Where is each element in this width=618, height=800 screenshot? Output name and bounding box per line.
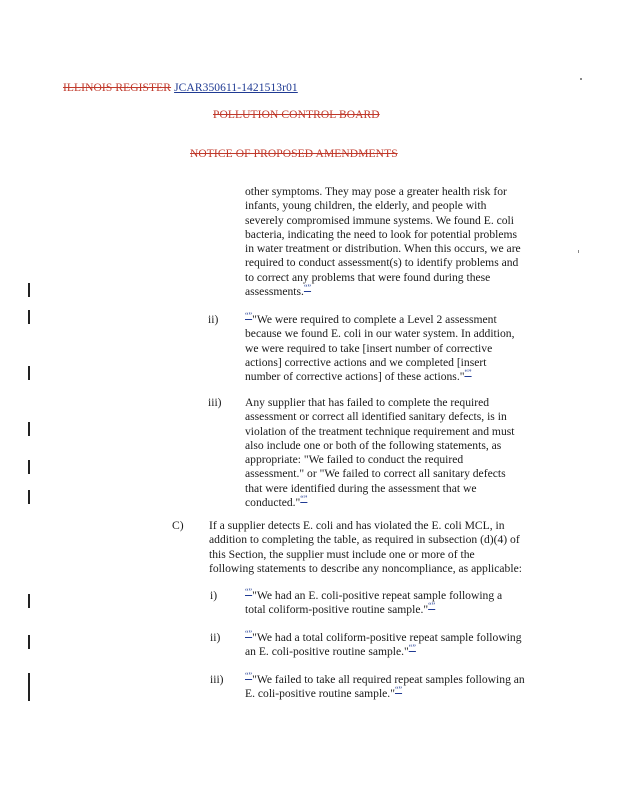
text-line: following statements to describe any noncompliance, as applicable: — [209, 561, 522, 575]
text-line: conducted."“” — [245, 494, 308, 510]
text-line: in water treatment or distribution. When this occurs, we are — [245, 242, 521, 256]
board-header: POLLUTION CONTROL BOARD — [213, 109, 380, 121]
text-line: we were required to take [insert number of corrective — [245, 341, 493, 355]
register-struck-text: ILLINOIS REGISTER — [63, 82, 172, 94]
intro-paragraph — [245, 185, 545, 299]
text-line: “”"We were required to complete a Level 2 assessment — [245, 311, 497, 326]
section-c-item-iii-marker: iii) — [210, 673, 224, 686]
text-line: infants, young children, the elderly, and people with — [245, 199, 487, 213]
text-line: number of corrective actions] of these actions."“” — [245, 368, 472, 384]
text-line: addition to completing the table, as required in subsection (d)(4) of — [209, 533, 520, 547]
scan-speck — [580, 78, 582, 80]
text-line: also include one or both of the following statements, as — [245, 438, 502, 452]
text-line: E. coli-positive routine sample."“” — [245, 685, 403, 701]
text-line: bacteria, indicating the need to look for potential problems — [245, 227, 518, 241]
change-bar — [28, 422, 30, 436]
insertion-mark: “” — [394, 685, 403, 695]
change-bar — [28, 310, 30, 324]
insertion-mark: “” — [245, 311, 253, 321]
text-line: Any supplier that has failed to complete the required — [245, 396, 490, 409]
register-inserted-text: JCAR350611-1421513r01 — [174, 82, 298, 94]
text-line: “”"We failed to take all required repeat samples following an — [245, 671, 525, 686]
section-c-item-iii-text — [245, 673, 550, 702]
text-line: assessments.“” — [245, 283, 312, 299]
change-bar — [28, 594, 30, 608]
item-ii-text — [245, 313, 550, 384]
section-c-item-i-marker: i) — [210, 589, 218, 602]
text-line: because we found E. coli in our water system. In addition, — [245, 327, 515, 341]
change-bar — [28, 283, 30, 297]
insertion-mark: “” — [428, 601, 436, 611]
text-line: “”"We had a total coliform-positive repeat sample following — [245, 629, 522, 644]
section-c-marker: C) — [172, 519, 184, 532]
insertion-mark: “” — [300, 494, 308, 504]
section-c-text — [209, 519, 549, 576]
text-line: If a supplier detects E. coli and has violated the E. coli MCL, in — [209, 519, 505, 532]
insertion-mark: “” — [408, 643, 416, 653]
text-line: assessment." or "We failed to correct all sanitary defects — [245, 467, 506, 481]
insertion-mark: “” — [245, 629, 253, 639]
text-line: assessment or correct all identified sanitary defects, is in — [245, 410, 507, 424]
text-line: actions] corrective actions and we completed [insert — [245, 355, 487, 369]
text-line: required to conduct assessment(s) to identify problems and — [245, 256, 519, 270]
change-bar — [28, 460, 30, 474]
text-line: to correct any problems that were found during these — [245, 270, 491, 284]
change-bar — [28, 366, 30, 380]
change-bar — [28, 490, 30, 504]
text-line: an E. coli-positive routine sample."“” — [245, 643, 416, 659]
scan-speck — [578, 250, 579, 253]
insertion-mark: “” — [464, 368, 472, 378]
change-bar — [28, 673, 30, 701]
notice-header: NOTICE OF PROPOSED AMENDMENTS — [190, 148, 398, 160]
text-line: that were identified during the assessment that we — [245, 481, 477, 495]
text-line: this Section, the supplier must include one or more of the — [209, 547, 475, 561]
item-iii-text — [245, 396, 550, 510]
text-line: violation of the treatment technique requirement and must — [245, 424, 515, 438]
insertion-mark: “” — [303, 283, 312, 293]
text-line: total coliform-positive routine sample."“” — [245, 601, 436, 617]
insertion-mark: “” — [245, 671, 253, 681]
section-c-item-i-text — [245, 589, 550, 618]
section-c-item-ii-marker: ii) — [210, 631, 221, 644]
item-ii-marker: ii) — [208, 313, 219, 326]
text-line: “”"We had an E. coli-positive repeat sample following a — [245, 587, 503, 602]
item-iii-marker: iii) — [208, 396, 222, 409]
section-c-item-ii-text — [245, 631, 550, 660]
insertion-mark: “” — [245, 587, 253, 597]
change-bar — [28, 635, 30, 649]
text-line: severely compromised immune systems. We found E. coli — [245, 213, 514, 227]
register-header — [63, 82, 298, 94]
text-line: appropriate: "We failed to conduct the required — [245, 453, 464, 467]
text-line: other symptoms. They may pose a greater health risk for — [245, 185, 507, 198]
